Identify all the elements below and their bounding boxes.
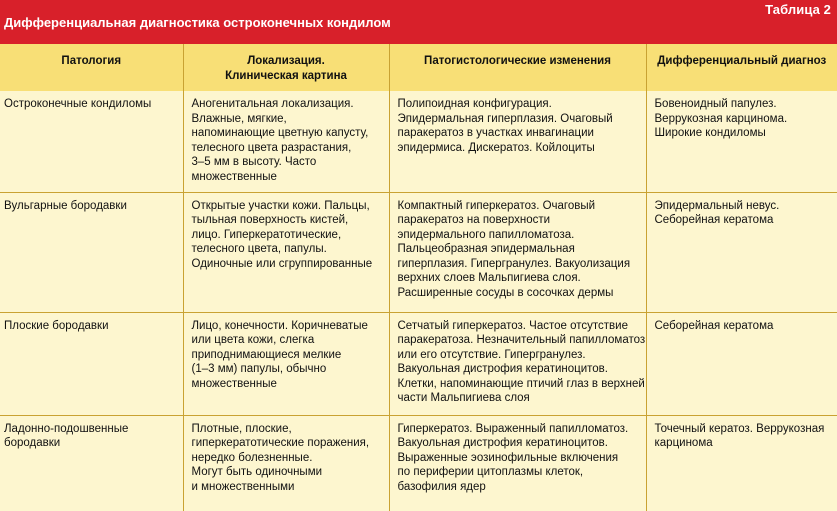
cell-text-line: тыльная поверхность кистей, <box>191 214 349 226</box>
localization-cell <box>183 415 389 511</box>
cell-text-line: эпидермального папилломатоза. <box>397 228 575 241</box>
cell-text-line: карцинома <box>654 437 713 449</box>
cell-text-line: Аногенитальная локализация. <box>191 98 354 110</box>
cell-text-line: паракератоз на поверхности <box>397 214 551 226</box>
cell-text-line: Плотные, плоские, <box>191 422 292 435</box>
cell-text-line: и множественными <box>191 480 295 493</box>
cell-text-line: Открытые участки кожи. Пальцы, <box>191 199 370 212</box>
diagnosis-table <box>0 44 837 511</box>
cell-text-line: Эпидермальный невус. <box>654 199 780 212</box>
cell-text-line: (1–3 мм) папулы, обычно <box>191 363 327 375</box>
pathology-cell <box>0 192 183 312</box>
cell-text-line: верхних слоев Мальпигиева слоя. <box>397 272 581 284</box>
cell-text-line: Вакуольная дистрофия кератиноцитов. <box>397 437 608 449</box>
cell-text-line: эпидермиса. Дискератоз. Койлоциты <box>397 141 595 154</box>
differential-cell <box>646 312 837 415</box>
differential-cell <box>646 192 837 312</box>
cell-text-line: Веррукозная карцинома. <box>654 112 788 125</box>
column-header-line: Локализация. <box>247 55 325 67</box>
cell-content <box>0 193 183 214</box>
cell-text-line: бородавки <box>4 437 61 449</box>
differential-cell <box>646 415 837 511</box>
table-number-label: Таблица 2 <box>765 2 831 17</box>
column-header-line: Дифференциальный диагноз <box>657 55 827 67</box>
table-title: Дифференциальная диагностика остроконечных кондилом <box>4 15 391 30</box>
cell-content <box>647 313 837 334</box>
cell-content <box>647 416 837 451</box>
cell-text-line: 3–5 мм в высоту. Часто <box>191 156 317 168</box>
cell-text-line: Лицо, конечности. Коричневатые <box>191 319 368 332</box>
column-header-line: Клиническая картина <box>225 69 347 82</box>
column-header-localization <box>183 44 389 91</box>
cell-content <box>184 313 389 392</box>
cell-content <box>390 416 646 495</box>
cell-text-line: Себорейная кератома <box>654 319 774 332</box>
cell-text-line: Сетчатый гиперкератоз. Частое отсутствие <box>397 319 628 332</box>
cell-text-line: по периферии цитоплазмы клеток, <box>397 466 584 478</box>
cell-text-line: или его отсутствие. Гипергранулез. <box>397 348 586 361</box>
cell-text-line: Одиночные или сгруппированные <box>191 257 373 270</box>
cell-content <box>0 416 183 451</box>
cell-text-line: Компактный гиперкератоз. Очаговый <box>397 199 596 212</box>
cell-content <box>390 313 646 406</box>
cell-text-line: Точечный кератоз. Веррукозная <box>654 422 825 435</box>
pathology-cell <box>0 91 183 192</box>
cell-text-line: Широкие кондиломы <box>654 127 766 139</box>
cell-content <box>184 416 389 495</box>
localization-cell <box>183 91 389 192</box>
cell-text-line: Вульгарные бородавки <box>4 199 127 212</box>
localization-cell <box>183 312 389 415</box>
cell-text-line: Могут быть одиночными <box>191 466 323 478</box>
histology-cell <box>389 91 646 192</box>
localization-cell <box>183 192 389 312</box>
column-header-differential <box>646 44 837 91</box>
cell-content <box>390 193 646 301</box>
cell-text-line: лицо. Гиперкератотические, <box>191 228 342 241</box>
column-header-row <box>0 44 837 91</box>
cell-text-line: множественные <box>191 377 277 390</box>
cell-text-line: гиперкератотические поражения, <box>191 437 370 449</box>
cell-text-line: напоминающие цветную капусту, <box>191 127 369 139</box>
cell-text-line: Пальцеобразная эпидермальная <box>397 243 575 255</box>
histology-cell <box>389 192 646 312</box>
cell-content <box>647 193 837 228</box>
cell-text-line: Остроконечные кондиломы <box>4 98 152 110</box>
cell-content <box>184 91 389 184</box>
cell-text-line: части Мальпигиева слоя <box>397 392 530 404</box>
cell-text-line: Себорейная кератома <box>654 214 774 226</box>
cell-text-line: Плоские бородавки <box>4 319 109 332</box>
cell-text-line: или цвета кожи, слегка <box>191 334 315 346</box>
table-row <box>0 415 837 511</box>
column-header-line: Патология <box>61 55 122 67</box>
histology-cell <box>389 415 646 511</box>
cell-text-line: Ладонно-подошвенные <box>4 422 129 435</box>
cell-content <box>390 91 646 155</box>
cell-text-line: паракератоза. Незначительный папилломатоз <box>397 334 646 346</box>
table-row <box>0 192 837 312</box>
table-row <box>0 312 837 415</box>
cell-text-line: гиперплазия. Гипергранулез. Вакуолизация <box>397 257 631 270</box>
cell-text-line: Полипоидная конфигурация. <box>397 98 552 110</box>
column-header-pathology <box>0 44 183 91</box>
cell-text-line: базофилия ядер <box>397 480 486 493</box>
pathology-cell <box>0 415 183 511</box>
cell-text-line: Эпидермальная гиперплазия. Очаговый <box>397 112 613 125</box>
cell-content <box>0 91 183 112</box>
table-row <box>0 91 837 192</box>
cell-text-line: нередко болезненные. <box>191 451 313 464</box>
column-header-histology <box>389 44 646 91</box>
cell-text-line: Расширенные сосуды в сосочках дермы <box>397 286 614 299</box>
cell-content <box>647 91 837 141</box>
pathology-cell <box>0 312 183 415</box>
cell-text-line: телесного цвета, папулы. <box>191 243 327 255</box>
cell-text-line: телесного цвета разрастания, <box>191 141 352 154</box>
differential-cell <box>646 91 837 192</box>
cell-text-line: Влажные, мягкие, <box>191 112 287 125</box>
histology-cell <box>389 312 646 415</box>
column-header-line: Патогистологические изменения <box>424 55 611 67</box>
cell-text-line: Вакуольная дистрофия кератиноцитов. <box>397 363 608 375</box>
cell-text-line: Выраженные эозинофильные включения <box>397 451 619 464</box>
cell-content <box>0 313 183 334</box>
cell-text-line: Гиперкератоз. Выраженный папилломатоз. <box>397 422 629 435</box>
cell-text-line: паракератоз в участках инвагинации <box>397 127 594 139</box>
cell-text-line: Клетки, напоминающие птичий глаз в верхней <box>397 377 645 390</box>
cell-text-line: множественные <box>191 170 277 183</box>
cell-text-line: приподнимающиеся мелкие <box>191 348 342 361</box>
cell-content <box>184 193 389 272</box>
table-header <box>0 0 837 44</box>
cell-text-line: Бовеноидный папулез. <box>654 98 777 110</box>
table-body <box>0 91 837 511</box>
